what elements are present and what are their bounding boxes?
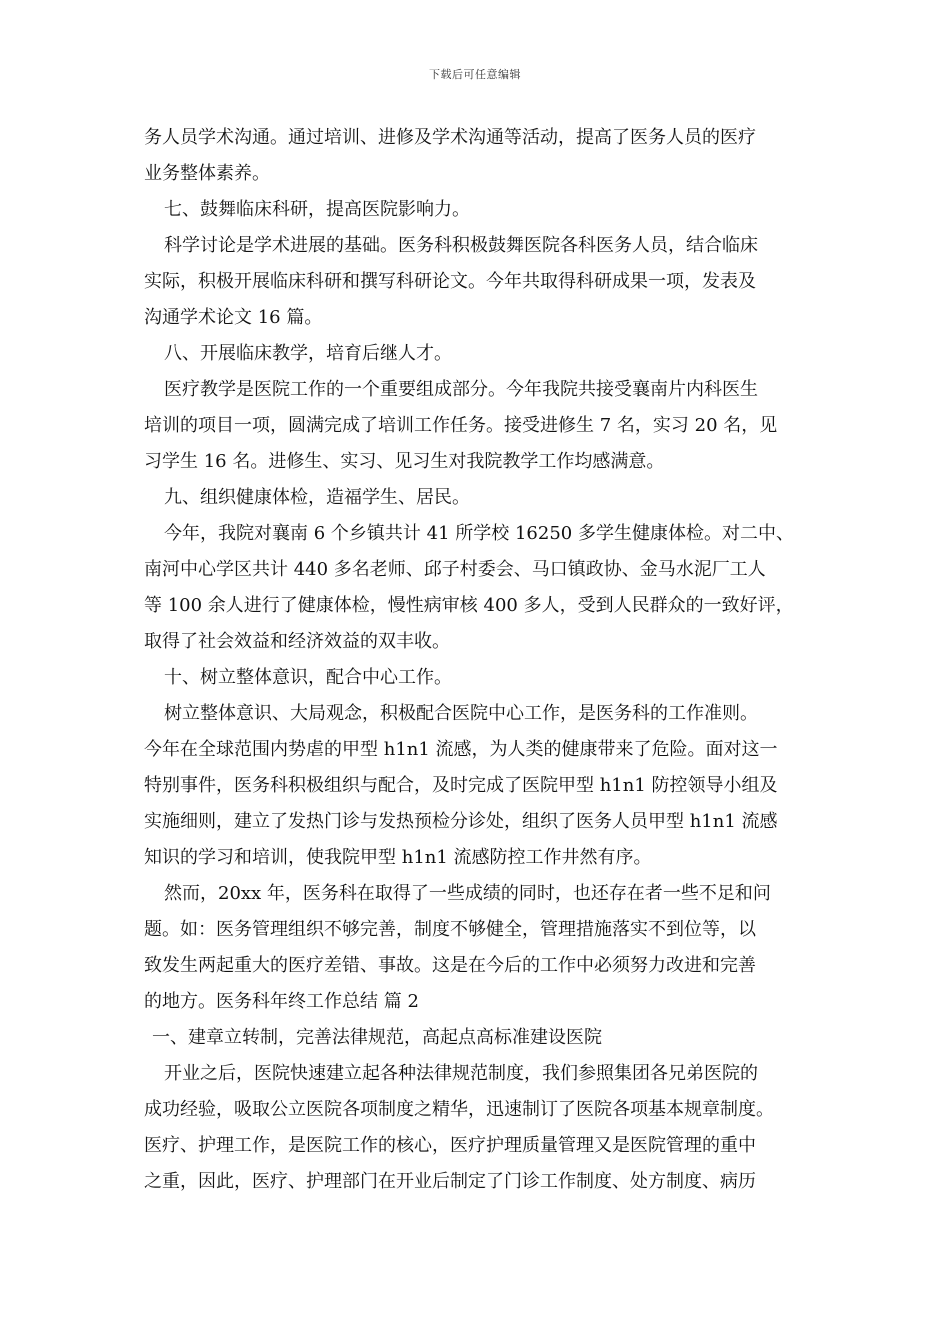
text-line: 知识的学习和培训，使我院甲型 h1n1 流感防控工作井然有序。 <box>144 847 652 868</box>
text-line: 今年，我院对襄南 6 个乡镇共计 41 所学校 16250 多学生健康体检。对二中、 <box>164 523 794 544</box>
text-line: 实际，积极开展临床科研和撰写科研论文。今年共取得科研成果一项，发表及 <box>144 271 756 292</box>
section-heading: 七、鼓舞临床科研，提高医院影响力。 <box>164 199 470 220</box>
text-line: 沟通学术论文 16 篇。 <box>144 307 323 328</box>
text-line: 业务整体素养。 <box>144 163 270 184</box>
text-line: 医疗教学是医院工作的一个重要组成部分。今年我院共接受襄南片内科医生 <box>164 379 758 400</box>
text-line: 务人员学术沟通。通过培训、进修及学术沟通等活动，提高了医务人员的医疗 <box>144 127 756 148</box>
text-line: 之重，因此，医疗、护理部门在开业后制定了门诊工作制度、处方制度、病历 <box>144 1171 756 1192</box>
body-text <box>144 120 824 1200</box>
text-line: 南河中心学区共计 440 多名老师、邱子村委会、马口镇政协、金马水泥厂工人 <box>144 559 766 580</box>
text-line: 树立整体意识、大局观念，积极配合医院中心工作，是医务科的工作准则。 <box>164 703 758 724</box>
text-line: 实施细则，建立了发热门诊与发热预检分诊处，组织了医务人员甲型 h1n1 流感 <box>144 811 778 832</box>
page-header: 下载后可任意编辑 <box>429 68 521 81</box>
section-heading: 八、开展临床教学，培育后继人才。 <box>164 343 452 364</box>
text-line: 特别事件，医务科积极组织与配合，及时完成了医院甲型 h1n1 防控领导小组及 <box>144 775 778 796</box>
text-line: 今年在全球范围内势虐的甲型 h1n1 流感，为人类的健康带来了危险。面对这一 <box>144 739 778 760</box>
text-line: 医疗、护理工作，是医院工作的核心，医疗护理质量管理又是医院管理的重中 <box>144 1135 756 1156</box>
text-line: 的地方。医务科年终工作总结 篇 2 <box>144 991 419 1012</box>
section-heading: 九、组织健康体检，造福学生、居民。 <box>164 487 470 508</box>
section-heading: 十、树立整体意识，配合中心工作。 <box>164 667 452 688</box>
text-line: 题。如：医务管理组织不够完善，制度不够健全，管理措施落实不到位等，以 <box>144 919 756 940</box>
text-line: 习学生 16 名。进修生、实习、见习生对我院教学工作均感满意。 <box>144 451 665 472</box>
text-line: 等 100 余人进行了健康体检，慢性病审核 400 多人，受到人民群众的一致好评， <box>144 595 794 616</box>
text-line: 科学讨论是学术进展的基础。医务科积极鼓舞医院各科医务人员，结合临床 <box>164 235 758 256</box>
text-line: 培训的项目一项，圆满完成了培训工作任务。接受进修生 7 名，实习 20 名，见 <box>144 415 778 436</box>
text-line: 然而，20xx 年，医务科在取得了一些成绩的同时，也还存在者一些不足和问 <box>164 883 771 904</box>
text-line: 成功经验，吸取公立医院各项制度之精华，迅速制订了医院各项基本规章制度。 <box>144 1099 774 1120</box>
text-line: 开业之后，医院快速建立起各种法律规范制度，我们参照集团各兄弟医院的 <box>164 1063 758 1084</box>
section-heading: 一、建章立转制，完善法律规范，高起点高标准建设医院 <box>152 1027 602 1048</box>
text-line: 取得了社会效益和经济效益的双丰收。 <box>144 631 450 652</box>
text-line: 致发生两起重大的医疗差错、事故。这是在今后的工作中必须努力改进和完善 <box>144 955 756 976</box>
